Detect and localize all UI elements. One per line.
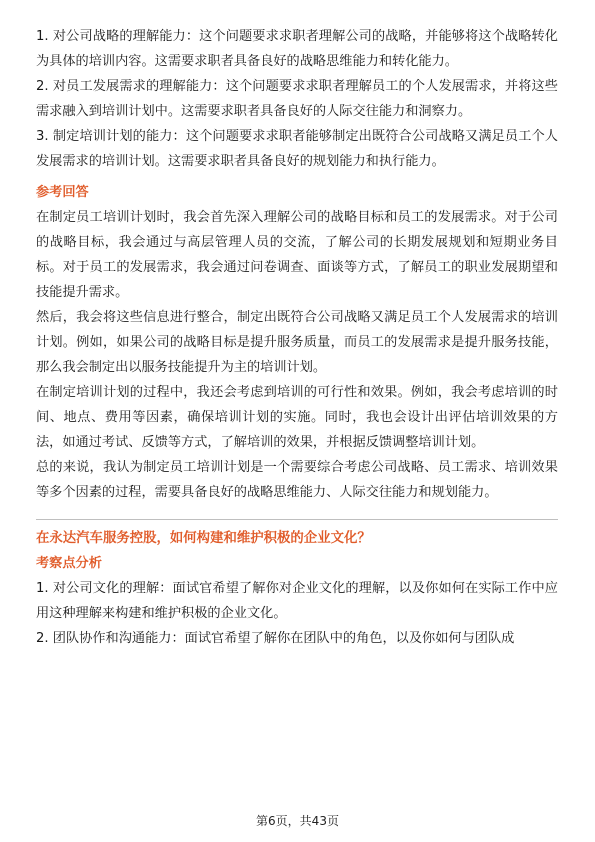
analysis-heading: 考察点分析 [36, 556, 102, 571]
reference-paragraph-3: 在制定培训计划的过程中，我还会考虑到培训的可行性和效果。例如，我会考虑培训的时间、地点、费用等因素，确保培训计划的实施。同时，我也会设计出评估培训效果的方法，如通过考试、反馈等方式，了解培训的效果，并根据反馈调整培训计划。 [36, 385, 558, 450]
question-heading: 在永达汽车服务控股，如何构建和维护积极的企业文化？ [36, 531, 371, 546]
question-analysis-item-2: 2. 团队协作和沟通能力：面试官希望了解你在团队中的角色，以及你如何与团队成 [36, 631, 515, 646]
document-page [36, 24, 558, 651]
reference-answer-heading: 参考回答 [36, 185, 89, 200]
analysis-item-2: 2. 对员工发展需求的理解能力：这个问题要求求职者理解员工的个人发展需求，并将这些需求融入到培训计划中。这需要求职者具备良好的人际交往能力和洞察力。 [36, 79, 558, 119]
reference-paragraph-1: 在制定员工培训计划时，我会首先深入理解公司的战略目标和员工的发展需求。对于公司的战略目标，我会通过与高层管理人员的交流，了解公司的长期发展规划和短期业务目标。对于员工的发展需求，我会通过问卷调查、面谈等方式，了解员工的职业发展期望和技能提升需求。 [36, 210, 558, 300]
section-divider [36, 519, 558, 520]
analysis-item-1: 1. 对公司战略的理解能力：这个问题要求求职者理解公司的战略，并能够将这个战略转化为具体的培训内容。这需要求职者具备良好的战略思维能力和转化能力。 [36, 29, 558, 69]
reference-paragraph-2: 然后，我会将这些信息进行整合，制定出既符合公司战略又满足员工个人发展需求的培训计划。例如，如果公司的战略目标是提升服务质量，而员工的发展需求是提升服务技能，那么我会制定出以服务技能提升为主的培训计划。 [36, 310, 558, 375]
page-number: 第6页，共43页 [256, 814, 339, 828]
question-analysis-item-1: 1. 对公司文化的理解：面试官希望了解你对企业文化的理解，以及你如何在实际工作中应用这种理解来构建和维护积极的企业文化。 [36, 581, 558, 621]
analysis-item-3: 3. 制定培训计划的能力：这个问题要求求职者能够制定出既符合公司战略又满足员工个人发展需求的培训计划。这需要求职者具备良好的规划能力和执行能力。 [36, 129, 558, 169]
reference-paragraph-4: 总的来说，我认为制定员工培训计划是一个需要综合考虑公司战略、员工需求、培训效果等多个因素的过程，需要具备良好的战略思维能力、人际交往能力和规划能力。 [36, 460, 558, 500]
